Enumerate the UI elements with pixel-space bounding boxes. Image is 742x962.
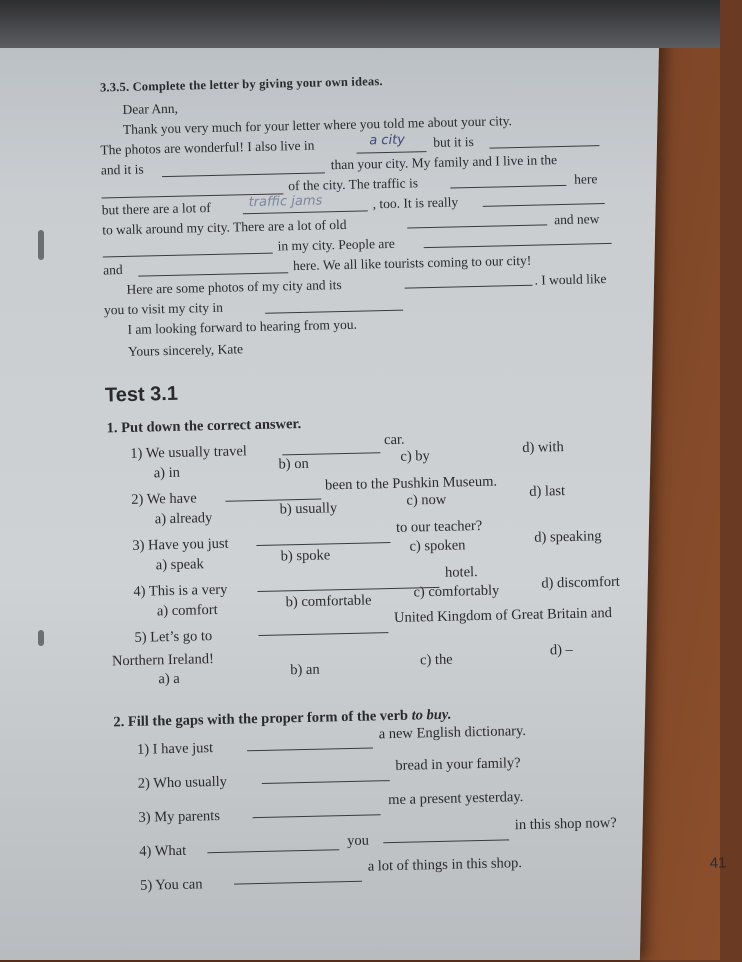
blank-line[interactable]	[483, 203, 605, 207]
option-c[interactable]: c) now	[406, 491, 447, 509]
option-b[interactable]: b) spoke	[280, 547, 331, 565]
handwritten-answer: a city	[369, 132, 406, 149]
option-c[interactable]: c) comfortably	[413, 582, 500, 601]
blank-line[interactable]	[103, 253, 273, 258]
test-title: Test 3.1	[104, 382, 179, 407]
letter-line: Here are some photos of my city and its	[126, 277, 342, 297]
option-c[interactable]: c) by	[400, 448, 430, 465]
option-d[interactable]: d) –	[549, 641, 574, 659]
fill-item-stem: 3) My parents	[138, 807, 221, 826]
letter-line: in my city. People are	[277, 235, 395, 254]
page-number: 41	[709, 854, 727, 872]
fill-item-stem: 2) Who usually	[137, 773, 228, 792]
letter-line: Thank you very much for your letter where you told me about your city.	[122, 113, 513, 137]
letter-line: . I would like	[534, 271, 607, 288]
blank-line[interactable]	[383, 839, 509, 843]
letter-line: than your city. My family and I live in the	[330, 152, 558, 173]
question-stem: 4) This is a very	[133, 581, 228, 600]
option-a[interactable]: a) speak	[155, 556, 204, 574]
letter-line: here	[574, 171, 598, 187]
question-stem: 1) We usually travel	[130, 443, 247, 462]
blank-line[interactable]	[256, 542, 390, 546]
blank-line[interactable]	[247, 747, 373, 751]
blank-line[interactable]	[162, 172, 325, 177]
part1-title: 1. Put down the correct answer.	[106, 416, 302, 437]
option-a[interactable]: a) already	[154, 510, 213, 528]
letter-line: and new	[553, 211, 600, 228]
letter-line: I am looking forward to hearing from you.	[127, 316, 358, 337]
handwritten-answer: traffic jams	[248, 193, 323, 211]
blank-line[interactable]	[357, 151, 427, 154]
fill-item-tail: me a present yesterday.	[388, 789, 524, 809]
question-tail: to our teacher?	[395, 517, 483, 536]
option-d[interactable]: d) with	[522, 439, 564, 456]
exercise-title: 3.3.5. Complete the letter by giving your own ideas.	[99, 74, 383, 95]
fill-item-tail: a new English dictionary.	[378, 722, 527, 743]
option-a[interactable]: a) a	[158, 670, 180, 688]
letter-line: you to visit my city in	[103, 299, 224, 318]
question-tail: United Kingdom of Great Britain and	[393, 605, 613, 626]
blank-line[interactable]	[265, 310, 403, 314]
letter-line: , too. It is really	[372, 194, 459, 212]
blank-line[interactable]	[253, 814, 381, 818]
question-tail: Northern Ireland!	[111, 651, 215, 670]
option-a[interactable]: a) in	[153, 464, 181, 482]
option-b[interactable]: b) on	[278, 455, 309, 473]
letter-line: but it is	[433, 134, 474, 150]
option-b[interactable]: b) usually	[279, 500, 338, 518]
blank-line[interactable]	[207, 849, 339, 853]
blank-line[interactable]	[407, 224, 547, 228]
blank-line[interactable]	[282, 452, 380, 455]
question-stem: 3) Have you just	[132, 535, 229, 554]
blank-line[interactable]	[450, 185, 566, 189]
blank-line[interactable]	[138, 272, 288, 276]
option-c[interactable]: c) the	[419, 651, 453, 669]
blank-line[interactable]	[234, 881, 362, 885]
blank-line[interactable]	[405, 285, 533, 289]
part2-title-text: 2. Fill the gaps with the proper form of the verb	[113, 707, 409, 731]
letter-line: and	[102, 262, 123, 278]
question-stem: 5) Let’s go to	[134, 628, 213, 646]
fill-item-tail: bread in your family?	[395, 755, 521, 774]
question-tail: been to the Pushkin Museum.	[324, 473, 498, 494]
blank-line[interactable]	[424, 243, 612, 248]
blank-line[interactable]	[262, 780, 390, 784]
option-c[interactable]: c) spoken	[409, 537, 466, 555]
letter-line: The photos are wonderful! I also live in	[100, 137, 315, 158]
blank-line[interactable]	[489, 145, 599, 148]
fill-item-stem: 5) You can	[139, 876, 203, 894]
option-d[interactable]: d) last	[529, 483, 566, 500]
option-a[interactable]: a) comfort	[156, 601, 218, 620]
fill-item-tail: a lot of things in this shop.	[367, 855, 523, 875]
fill-item-stem: 1) I have just	[136, 740, 214, 758]
letter-line: but there are a lot of	[101, 199, 211, 218]
letter-line: here. We all like tourists coming to our city!	[292, 252, 532, 274]
question-tail: car.	[383, 431, 405, 449]
part2-title-verb: to buy.	[411, 706, 452, 724]
option-d[interactable]: d) speaking	[534, 528, 602, 546]
letter-line: and it is	[100, 161, 144, 178]
option-b[interactable]: b) an	[290, 661, 320, 679]
blank-line[interactable]	[258, 632, 388, 636]
letter-greeting: Dear Ann,	[122, 100, 179, 117]
fill-item-mid: you	[346, 832, 370, 850]
blank-line[interactable]	[257, 587, 439, 592]
question-stem: 2) We have	[131, 490, 197, 508]
fill-item-tail: in this shop now?	[514, 814, 617, 834]
letter-signoff: Yours sincerely, Kate	[127, 341, 244, 359]
option-b[interactable]: b) comfortable	[285, 592, 372, 611]
blank-line[interactable]	[243, 210, 368, 214]
letter-line: of the city. The traffic is	[288, 175, 419, 194]
option-d[interactable]: d) discomfort	[541, 573, 621, 592]
fill-item-stem: 4) What	[139, 842, 187, 860]
letter-line: to walk around my city. There are a lot of old	[102, 216, 347, 238]
question-tail: hotel.	[444, 564, 478, 581]
